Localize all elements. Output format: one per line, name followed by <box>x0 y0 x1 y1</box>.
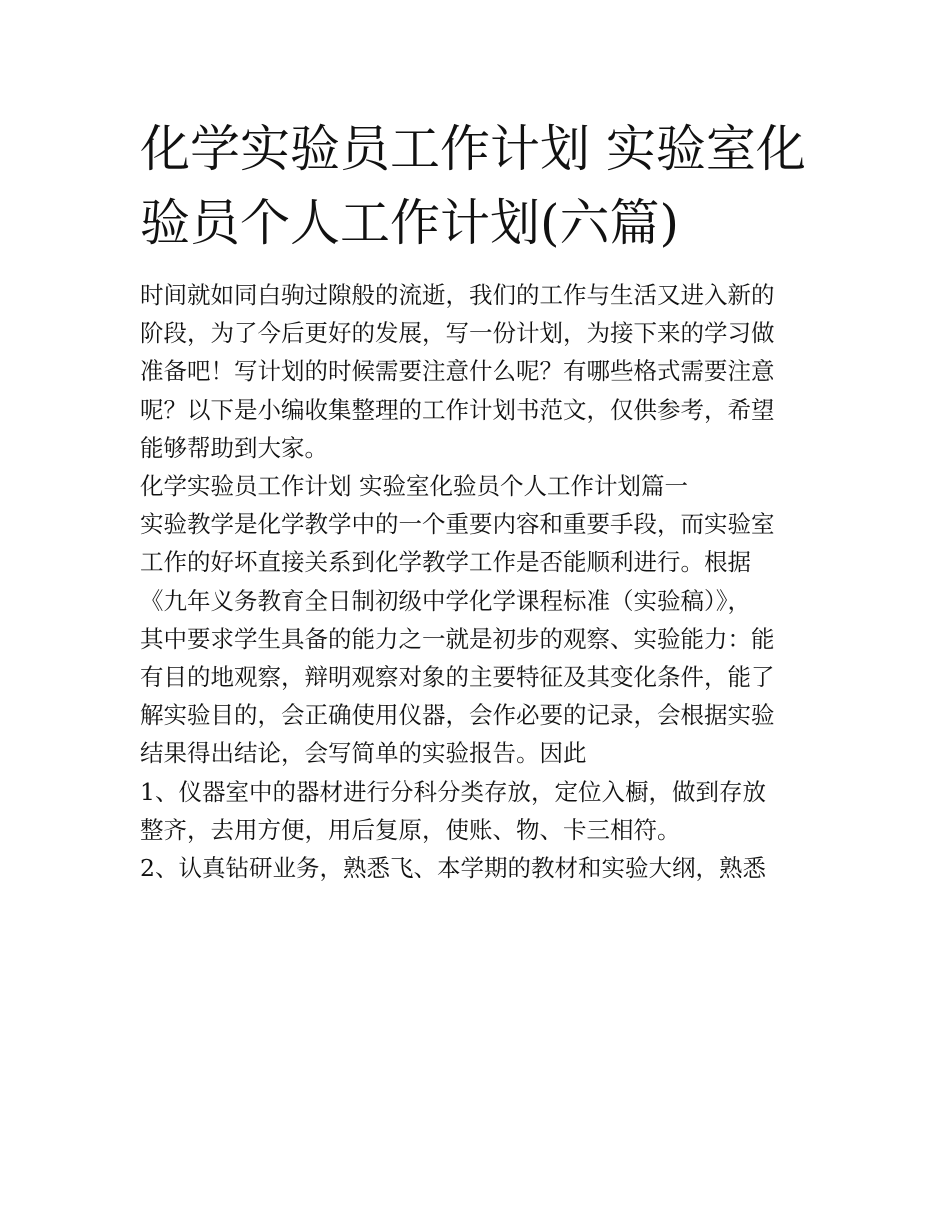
intro-line: 能够帮助到大家。 <box>140 433 328 462</box>
document-title <box>140 112 812 260</box>
title-line: 化学实验员工作计划 实验室化 <box>140 120 806 178</box>
body-line: 解实验目的，会正确使用仪器，会作必要的记录，会根据实验 <box>140 701 775 730</box>
body-paragraph <box>140 505 812 772</box>
body-line: 有目的地观察，辩明观察对象的主要特征及其变化条件，能了 <box>140 663 775 692</box>
list-item-line: 1、仪器室中的器材进行分科分类存放，定位入橱，做到存放 <box>140 777 766 806</box>
body-line: 结果得出结论，会写简单的实验报告。因此 <box>140 739 587 768</box>
intro-line: 准备吧！写计划的时候需要注意什么呢？有哪些格式需要注意 <box>140 357 775 386</box>
section-heading <box>140 467 812 505</box>
section-heading-text: 化学实验员工作计划 实验室化验员个人工作计划篇一 <box>140 472 688 501</box>
document-page <box>140 112 812 887</box>
list-item-1 <box>140 773 812 849</box>
body-line: 《九年义务教育全日制初级中学化学课程标准（实验稿）》， <box>140 586 751 615</box>
body-line: 其中要求学生具备的能力之一就是初步的观察、实验能力：能 <box>140 624 775 653</box>
body-line: 实验教学是化学教学中的一个重要内容和重要手段，而实验室 <box>140 510 775 539</box>
intro-paragraph <box>140 276 812 467</box>
intro-line: 呢？以下是小编收集整理的工作计划书范文，仅供参考，希望 <box>140 395 775 424</box>
list-item-line: 2、认真钻研业务，熟悉飞、本学期的教材和实验大纲，熟悉 <box>140 854 766 883</box>
list-item-line: 整齐，去用方便，用后复原，使账、物、卡三相符。 <box>140 815 681 844</box>
list-item-2 <box>140 849 812 887</box>
title-line: 验员个人工作计划(六篇) <box>140 194 680 252</box>
intro-line: 时间就如同白驹过隙般的流逝，我们的工作与生活又进入新的 <box>140 281 775 309</box>
body-line: 工作的好坏直接关系到化学教学工作是否能顺利进行。根据 <box>140 548 751 577</box>
intro-line: 阶段，为了今后更好的发展，写一份计划，为接下来的学习做 <box>140 319 775 348</box>
